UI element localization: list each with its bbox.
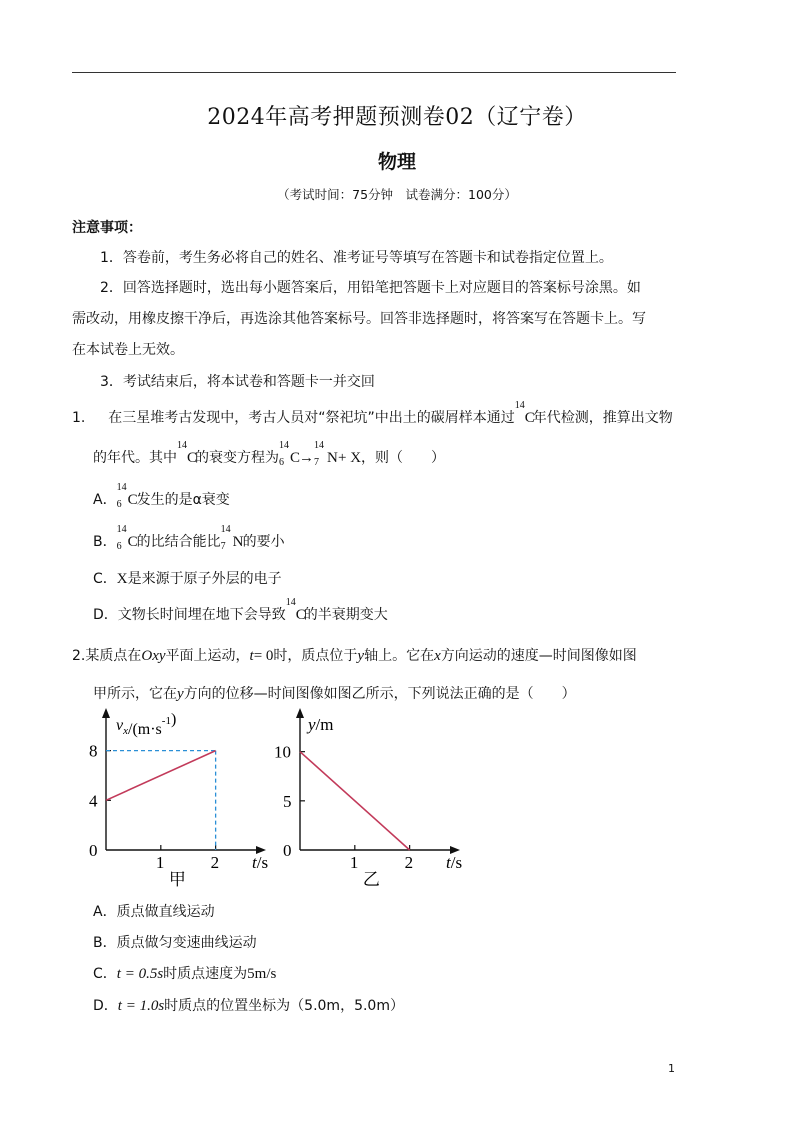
q2-option-c: C．t = 0.5s时质点速度为5m/s: [93, 966, 277, 982]
q2-option-d: D．t = 1.0s时质点的位置坐标为（5.0m，5.0m）: [93, 998, 404, 1014]
subject-title: 物理: [377, 151, 416, 173]
x-tick-label: 1: [349, 853, 359, 872]
x-axis-label: t/s: [446, 853, 463, 872]
decay-arrow: →: [299, 450, 314, 466]
q1-option-d: D．文物长时间埋在地下会导致 14 C的半衰期变大: [93, 597, 388, 623]
q1-line-2-post: ，则（ ）: [361, 450, 446, 466]
nuclide-c14: 14 C: [514, 400, 535, 426]
origin-label: 0: [89, 841, 98, 860]
series-line: [106, 751, 216, 801]
q1-line-1-post: 年代检测，推算出文物: [532, 410, 673, 426]
chart-caption: 乙: [362, 870, 380, 889]
y-tick-label: 10: [274, 742, 291, 762]
y-axis-label: $v_x/(m\cdot s^{-1})$: [116, 711, 177, 738]
q2-option-a: A．质点做直线运动: [93, 904, 215, 920]
q1-option-b: B． 14 6 C的比结合能比 14 7 N的要小: [93, 524, 285, 552]
plus-x: + X: [338, 450, 362, 466]
header-rule: [72, 72, 676, 73]
x-tick-label: 2: [404, 853, 414, 872]
chart-vx-t: [82, 712, 272, 892]
nuclide-c14: 14 C: [177, 440, 198, 466]
q1-line-1-pre: 在三星堆考古发现中，考古人员对“祭祀坑”中出土的碳屑样本通过: [108, 410, 515, 426]
q2-option-b: B．质点做匀变速曲线运动: [93, 935, 257, 951]
nuclide-c14-full: 14 6 C: [279, 440, 301, 468]
x-axis-label: t/s: [252, 853, 269, 872]
q1-line-2-mid: 的衰变方程为: [195, 450, 279, 466]
q1-line-2: [93, 440, 446, 468]
q1-option-c: C．X是来源于原子外层的电子: [93, 571, 282, 587]
y-axis-arrow: [102, 708, 110, 718]
q1-line-2-pre: 的年代。其中: [93, 450, 177, 466]
notice-item-1: 1．答卷前，考生务必将自己的姓名、准考证号等填写在答题卡和试卷指定位置上。: [100, 250, 613, 266]
y-tick-label: 4: [89, 791, 98, 811]
nuclide-c14-full: 14 6 C: [116, 482, 138, 510]
nuclide-n14-full: 14 7 N: [220, 524, 244, 552]
notice-item-2-line-3: 在本试卷上无效。: [72, 342, 184, 358]
y-tick-label: 5: [283, 791, 292, 811]
chart-caption: 甲: [168, 870, 186, 889]
series-line: [300, 752, 410, 850]
y-axis-label: y/m: [308, 715, 334, 734]
x-tick-label: 2: [210, 853, 220, 872]
q2-line-2: 甲所示，它在y方向的位移—时间图像如图乙所示，下列说法正确的是（ ）: [93, 686, 576, 702]
q1-option-a: A． 14 6 C发生的是α衰变: [93, 482, 230, 510]
q1-number: 1.: [72, 410, 86, 426]
y-tick-label: 8: [89, 741, 98, 761]
notice-item-2-line-2: 需改动，用橡皮擦干净后，再选涂其他答案标号。回答非选择题时，将答案写在答题卡上。写: [72, 311, 646, 327]
q1-line-1: [72, 400, 673, 428]
chart-y-t: [276, 712, 466, 892]
nuclide-c14: 14 C: [285, 597, 306, 623]
exam-info: （考试时间：75分钟 试卷满分：100分）: [277, 187, 517, 202]
q2-line-1: 2.某质点在Oxy平面上运动，t= 0时，质点位于y轴上。它在x方向运动的速度—时间图像如图: [72, 648, 637, 664]
x-tick-label: 1: [155, 853, 165, 872]
page-title: 2024年高考押题预测卷02（辽宁卷）: [207, 105, 587, 130]
notice-item-3: 3．考试结束后，将本试卷和答题卡一并交回: [100, 374, 375, 390]
page-number: 1: [668, 1062, 675, 1075]
notice-item-2-line-1: 2．回答选择题时，选出每小题答案后，用铅笔把答题卡上对应题目的答案标号涂黑。如: [100, 280, 641, 296]
y-axis-arrow: [296, 708, 304, 718]
nuclide-n14-full: 14 7 N: [314, 440, 338, 468]
notice-heading: 注意事项：: [72, 220, 142, 236]
origin-label: 0: [283, 841, 292, 860]
nuclide-c14-full: 14 6 C: [116, 524, 138, 552]
